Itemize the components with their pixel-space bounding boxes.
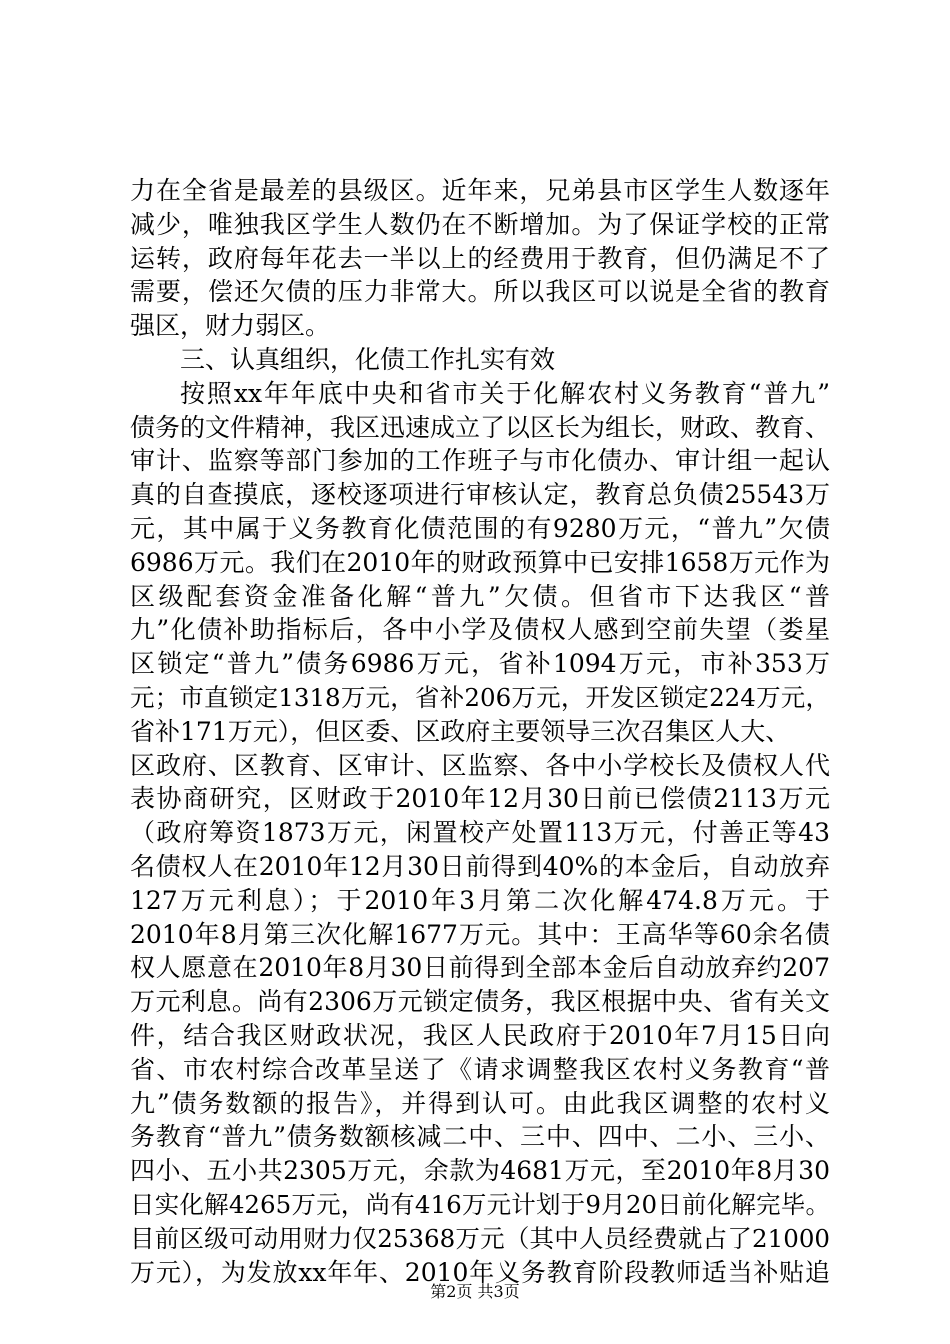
text-line: 万元利息。尚有2306万元锁定债务，我区根据中央、省有关文 xyxy=(130,987,830,1017)
text-line: 务教育“普九”债务数额核减二中、三中、四中、二小、三小、 xyxy=(130,1122,830,1152)
text-line: 区锁定“普九”债务6986万元，省补1094万元，市补353万 xyxy=(130,649,830,679)
text-line: 运转，政府每年花去一半以上的经费用于教育，但仍满足不了 xyxy=(130,243,830,273)
text-line: 真的自查摸底，逐校逐项进行审核认定，教育总负债25543万 xyxy=(130,480,830,510)
text-line: 债务的文件精神，我区迅速成立了以区长为组长，财政、教育、 xyxy=(130,412,830,442)
text-line: 四小、五小共2305万元，余款为4681万元，至2010年8月30 xyxy=(130,1156,830,1186)
text-line: 按照xx年年底中央和省市关于化解农村义务教育“普九” xyxy=(180,378,830,408)
text-line: 减少，唯独我区学生人数仍在不断增加。为了保证学校的正常 xyxy=(130,209,830,239)
text-line: 元，其中属于义务教育化债范围的有9280万元，“普九”欠债 xyxy=(130,513,830,543)
text-line: 九”化债补助指标后，各中小学及债权人感到空前失望（娄星 xyxy=(130,615,830,645)
text-line: 强区，财力弱区。 xyxy=(130,311,331,341)
page-footer: 第2页 共3页 xyxy=(430,1282,520,1301)
text-line: 区政府、区教育、区审计、区监察、各中小学校长及债权人代 xyxy=(130,750,830,780)
text-line: 6986万元。我们在2010年的财政预算中已安排1658万元作为 xyxy=(130,547,830,577)
text-line: 万元），为发放xx年年、2010年义务教育阶段教师适当补贴追 xyxy=(130,1257,830,1287)
text-line: 权人愿意在2010年8月30日前得到全部本金后自动放弃约207 xyxy=(130,953,830,983)
text-line: 元；市直锁定1318万元，省补206万元，开发区锁定224万元， xyxy=(130,682,830,712)
text-line: （政府筹资1873万元，闲置校产处置113万元，付善正等43 xyxy=(130,818,830,848)
text-line: 省补171万元），但区委、区政府主要领导三次召集区人大、 xyxy=(130,716,791,746)
text-line: 127万元利息）；于2010年3月第二次化解474.8万元。于 xyxy=(130,885,830,915)
text-line: 名债权人在2010年12月30日前得到40%的本金后，自动放弃 xyxy=(130,851,830,881)
text-line: 力在全省是最差的县级区。近年来，兄弟县市区学生人数逐年 xyxy=(130,176,830,205)
document-body xyxy=(130,174,830,1289)
text-line: 省、市农村综合改革呈送了《请求调整我区农村义务教育“普 xyxy=(130,1054,830,1084)
text-line: 需要，偿还欠债的压力非常大。所以我区可以说是全省的教育 xyxy=(130,277,830,307)
text-line: 区级配套资金准备化解“普九”欠债。但省市下达我区“普 xyxy=(130,581,830,611)
text-line: 目前区级可动用财力仅25368万元（其中人员经费就占了21000 xyxy=(130,1223,830,1253)
text-line: 三、认真组织，化债工作扎实有效 xyxy=(180,344,556,374)
text-line: 九”债务数额的报告》，并得到认可。由此我区调整的农村义 xyxy=(130,1088,830,1118)
text-line: 件，结合我区财政状况，我区人民政府于2010年7月15日向 xyxy=(130,1020,830,1050)
text-line: 2010年8月第三次化解1677万元。其中：王高华等60余名债 xyxy=(130,919,830,949)
text-line: 表协商研究，区财政于2010年12月30日前已偿债2113万元 xyxy=(130,784,830,814)
text-line: 审计、监察等部门参加的工作班子与市化债办、审计组一起认 xyxy=(130,446,830,476)
text-line: 日实化解4265万元，尚有416万元计划于9月20日前化解完毕。 xyxy=(130,1189,830,1219)
